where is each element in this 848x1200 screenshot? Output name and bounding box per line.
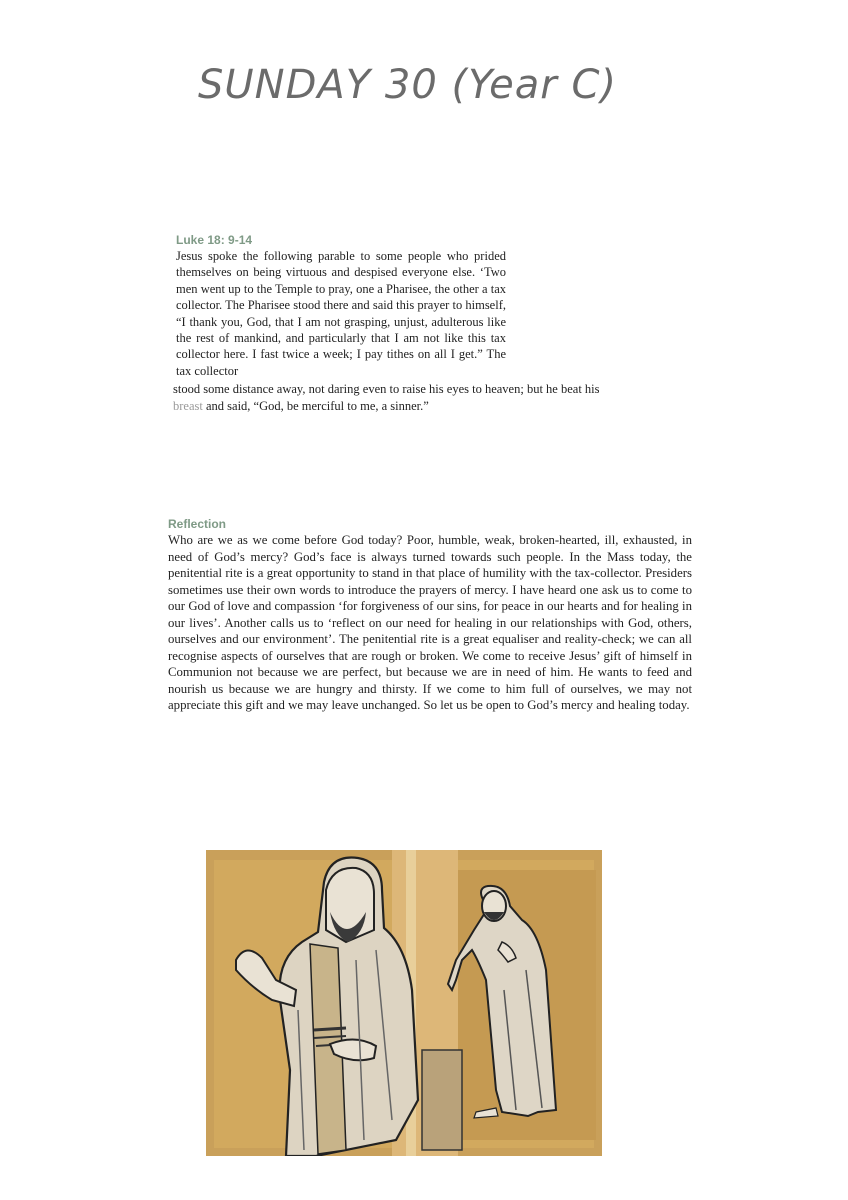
gospel-section	[176, 233, 506, 379]
gospel-tail-line-2: and said, “God, be merciful to me, a sinner.”	[202, 399, 429, 413]
reflection-section	[168, 517, 692, 714]
page-title: SUNDAY 30 (Year C)	[198, 62, 617, 108]
gospel-text-continuation	[173, 381, 673, 415]
pharisee-and-tax-collector-illustration	[206, 850, 602, 1156]
gospel-reference: Luke 18: 9-14	[176, 233, 253, 247]
illustration-drawing	[206, 850, 602, 1156]
reflection-heading: Reflection	[168, 517, 227, 531]
pillar-base	[422, 1050, 462, 1150]
gospel-tail-line-1: stood some distance away, not daring even to raise his eyes to heaven; but he beat his	[173, 382, 600, 396]
reflection-text: Who are we as we come before God today? Poor, humble, weak, broken-hearted, ill, exhausted, in need of God’s mercy? God’s face is always turned towards such people. In the Mass today, the penitential rite is a great opportunity to stand in that place of humility with the tax-collector. Presiders sometimes use their own words to introduce the prayers of mercy. I have heard one ask us to come to our God of love and compassion ‘for forgiveness of our sins, for peace in our hearts and for healing in our lives’. Another calls us to ‘reflect on our need for healing in our relationships with God, others, ourselves and our environment’. The penitential rite is a great equaliser and reality-check; we can all recognise aspects of ourselves that are rough or broken. We come to receive Jesus’ gift of himself in Communion not because we are perfect, but because we are in need of him. He wants to feed and nourish us because we are hungry and thirsty. If we come to him full of ourselves, we may not appreciate this gift and we may leave unchanged. So let us be open to God’s mercy and healing today.	[168, 533, 692, 712]
gospel-tail-faded-word: breast	[173, 399, 203, 413]
gospel-text: Jesus spoke the following parable to some people who prided themselves on being virtuous and despised everyone else. ‘Two men went up to the Temple to pray, one a Pharisee, the other a tax collector. The Pharisee stood there and said this prayer to himself, “I thank you, God, that I am not grasping, unjust, adulterous like the rest of mankind, and particularly that I am not like this tax collector here. I fast twice a week; I pay tithes on all I get.” The tax collector	[176, 249, 506, 378]
